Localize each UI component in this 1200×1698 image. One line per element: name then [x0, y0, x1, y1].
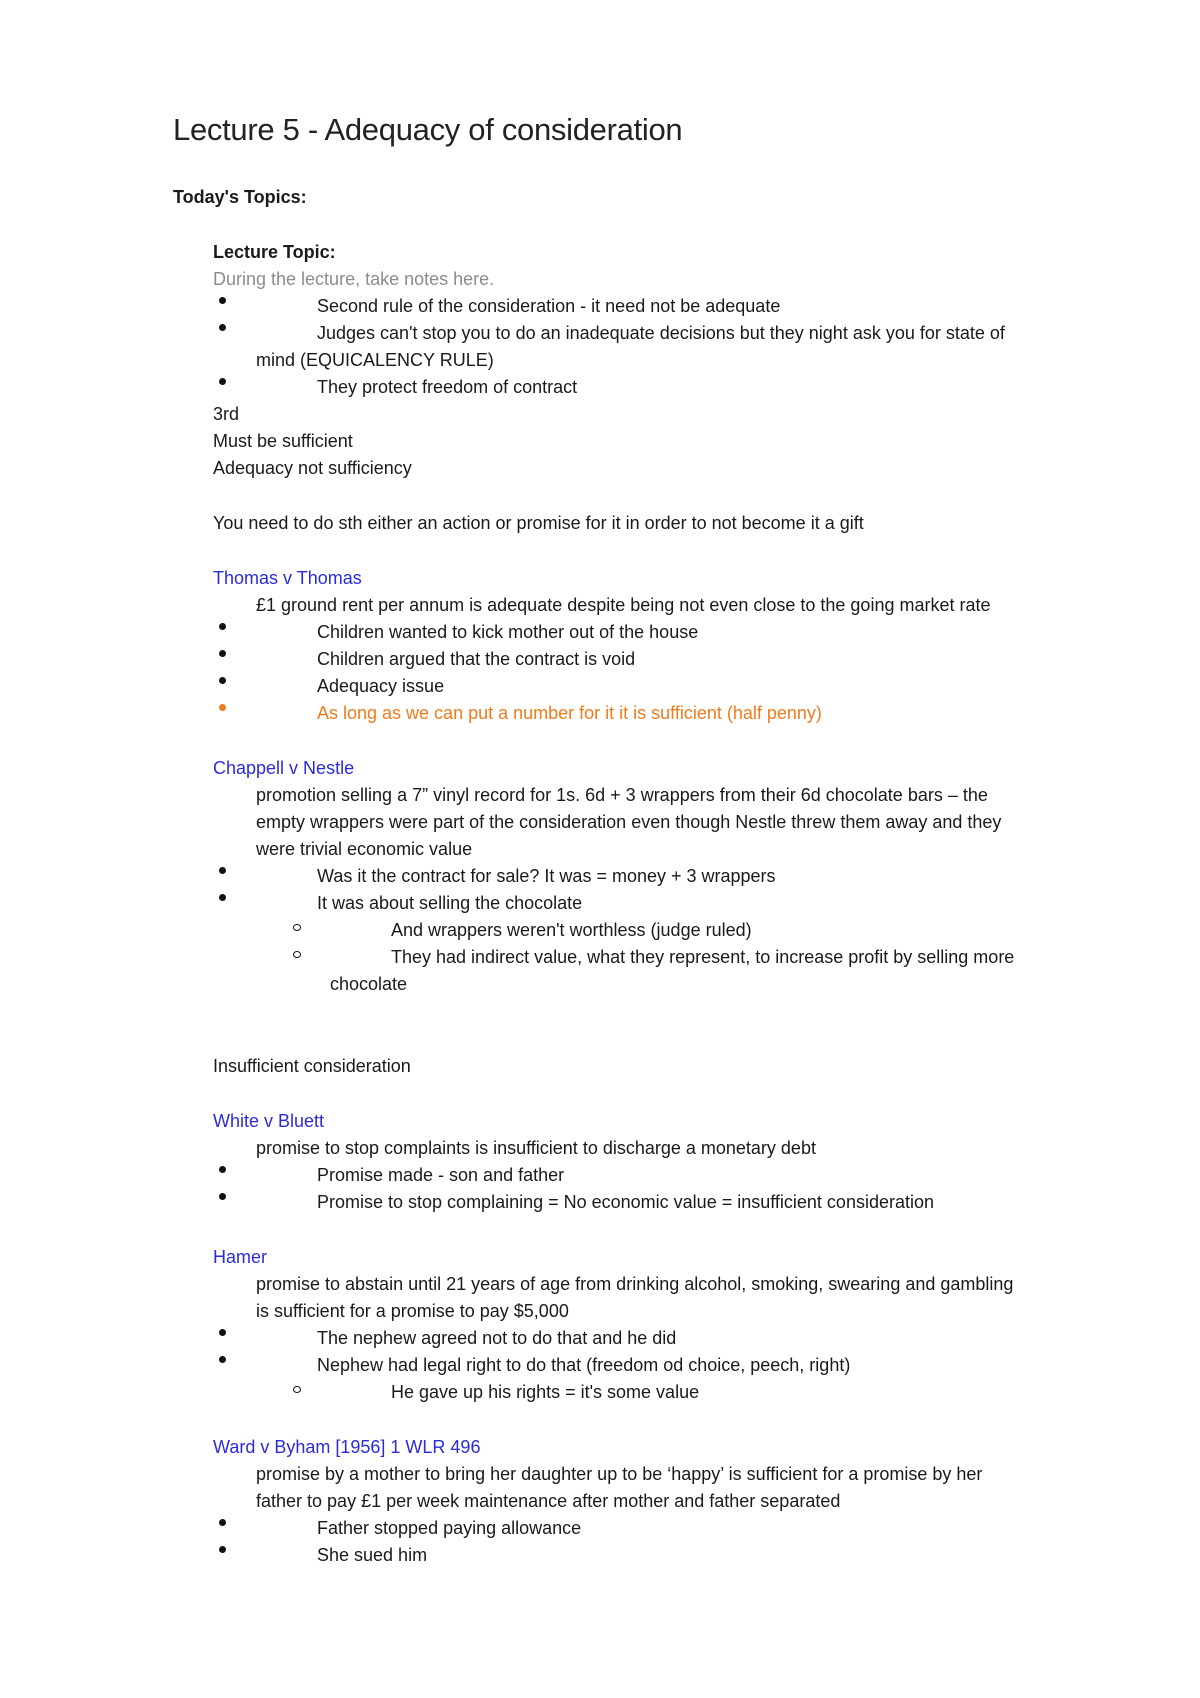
- notes-prompt: During the lecture, take notes here.: [213, 269, 495, 289]
- bullet-icon: [219, 378, 226, 385]
- list-item: Was it the contract for sale? It was = money + 3 wrappers: [317, 866, 776, 886]
- paragraph: Must be sufficient: [213, 431, 353, 451]
- case-heading-white: White v Bluett: [213, 1111, 325, 1131]
- bullet-icon: [219, 1329, 226, 1336]
- list-item: Nephew had legal right to do that (freedom od choice, peech, right): [317, 1355, 851, 1375]
- bullet-icon: [219, 1356, 226, 1363]
- list-item: The nephew agreed not to do that and he did: [317, 1328, 677, 1348]
- bullet-icon: [219, 704, 226, 711]
- case-summary: promise to abstain until 21 years of age from drinking alcohol, smoking, swearing and gambling: [256, 1274, 1014, 1294]
- bullet-icon: [219, 867, 226, 874]
- list-item: Promise made - son and father: [317, 1165, 565, 1185]
- case-summary: promotion selling a 7” vinyl record for 1s. 6d + 3 wrappers from their 6d chocolate bars – the: [256, 785, 988, 805]
- bullet-icon: [219, 1519, 226, 1526]
- list-item: It was about selling the chocolate: [317, 893, 583, 913]
- list-item: Second rule of the consideration - it need not be adequate: [317, 296, 781, 316]
- section-heading-insufficient: Insufficient consideration: [213, 1056, 411, 1076]
- case-heading-chappell: Chappell v Nestle: [213, 758, 355, 778]
- case-summary: £1 ground rent per annum is adequate despite being not even close to the going market rate: [256, 595, 991, 615]
- sub-list-item-continuation: chocolate: [330, 974, 408, 994]
- bullet-icon: [219, 1166, 226, 1173]
- sub-list-item: He gave up his rights = it's some value: [391, 1382, 700, 1402]
- circle-bullet-icon: [293, 1386, 301, 1393]
- case-heading-hamer: Hamer: [213, 1247, 268, 1267]
- list-item-continuation: mind (EQUICALENCY RULE): [256, 350, 494, 370]
- case-summary: promise by a mother to bring her daughter up to be ‘happy’ is sufficient for a promise by her: [256, 1464, 983, 1484]
- case-summary: empty wrappers were part of the consideration even though Nestle threw them away and they: [256, 812, 1002, 832]
- case-heading-ward: Ward v Byham [1956] 1 WLR 496: [213, 1437, 481, 1457]
- sub-list-item: They had indirect value, what they represent, to increase profit by selling more: [391, 947, 1015, 967]
- list-item-highlight: As long as we can put a number for it it is sufficient (half penny): [317, 703, 822, 723]
- bullet-icon: [219, 650, 226, 657]
- case-summary: is sufficient for a promise to pay $5,000: [256, 1301, 569, 1321]
- case-heading-thomas: Thomas v Thomas: [213, 568, 362, 588]
- case-summary: promise to stop complaints is insufficient to discharge a monetary debt: [256, 1138, 816, 1158]
- list-item: She sued him: [317, 1545, 428, 1565]
- sub-list-item: And wrappers weren't worthless (judge ruled): [391, 920, 752, 940]
- bullet-icon: [219, 894, 226, 901]
- list-item: Promise to stop complaining = No economic value = insufficient consideration: [317, 1192, 935, 1212]
- paragraph: You need to do sth either an action or promise for it in order to not become it a gift: [213, 513, 864, 533]
- list-item: Children wanted to kick mother out of the house: [317, 622, 699, 642]
- bullet-icon: [219, 1193, 226, 1200]
- list-item: They protect freedom of contract: [317, 377, 578, 397]
- page-title: Lecture 5 - Adequacy of consideration: [173, 112, 683, 147]
- list-item: Children argued that the contract is void: [317, 649, 636, 669]
- circle-bullet-icon: [293, 951, 301, 958]
- list-item: Father stopped paying allowance: [317, 1518, 582, 1538]
- paragraph: Adequacy not sufficiency: [213, 458, 412, 478]
- case-summary: were trivial economic value: [256, 839, 473, 859]
- todays-topics-heading: Today's Topics:: [173, 187, 307, 207]
- bullet-icon: [219, 324, 226, 331]
- lecture-topic-heading: Lecture Topic:: [213, 242, 336, 262]
- list-item: Adequacy issue: [317, 676, 445, 696]
- paragraph: 3rd: [213, 404, 240, 424]
- case-summary: father to pay £1 per week maintenance after mother and father separated: [256, 1491, 841, 1511]
- bullet-icon: [219, 297, 226, 304]
- list-item: Judges can't stop you to do an inadequate decisions but they night ask you for state of: [317, 323, 1005, 343]
- bullet-icon: [219, 1546, 226, 1553]
- circle-bullet-icon: [293, 924, 301, 931]
- bullet-icon: [219, 623, 226, 630]
- bullet-icon: [219, 677, 226, 684]
